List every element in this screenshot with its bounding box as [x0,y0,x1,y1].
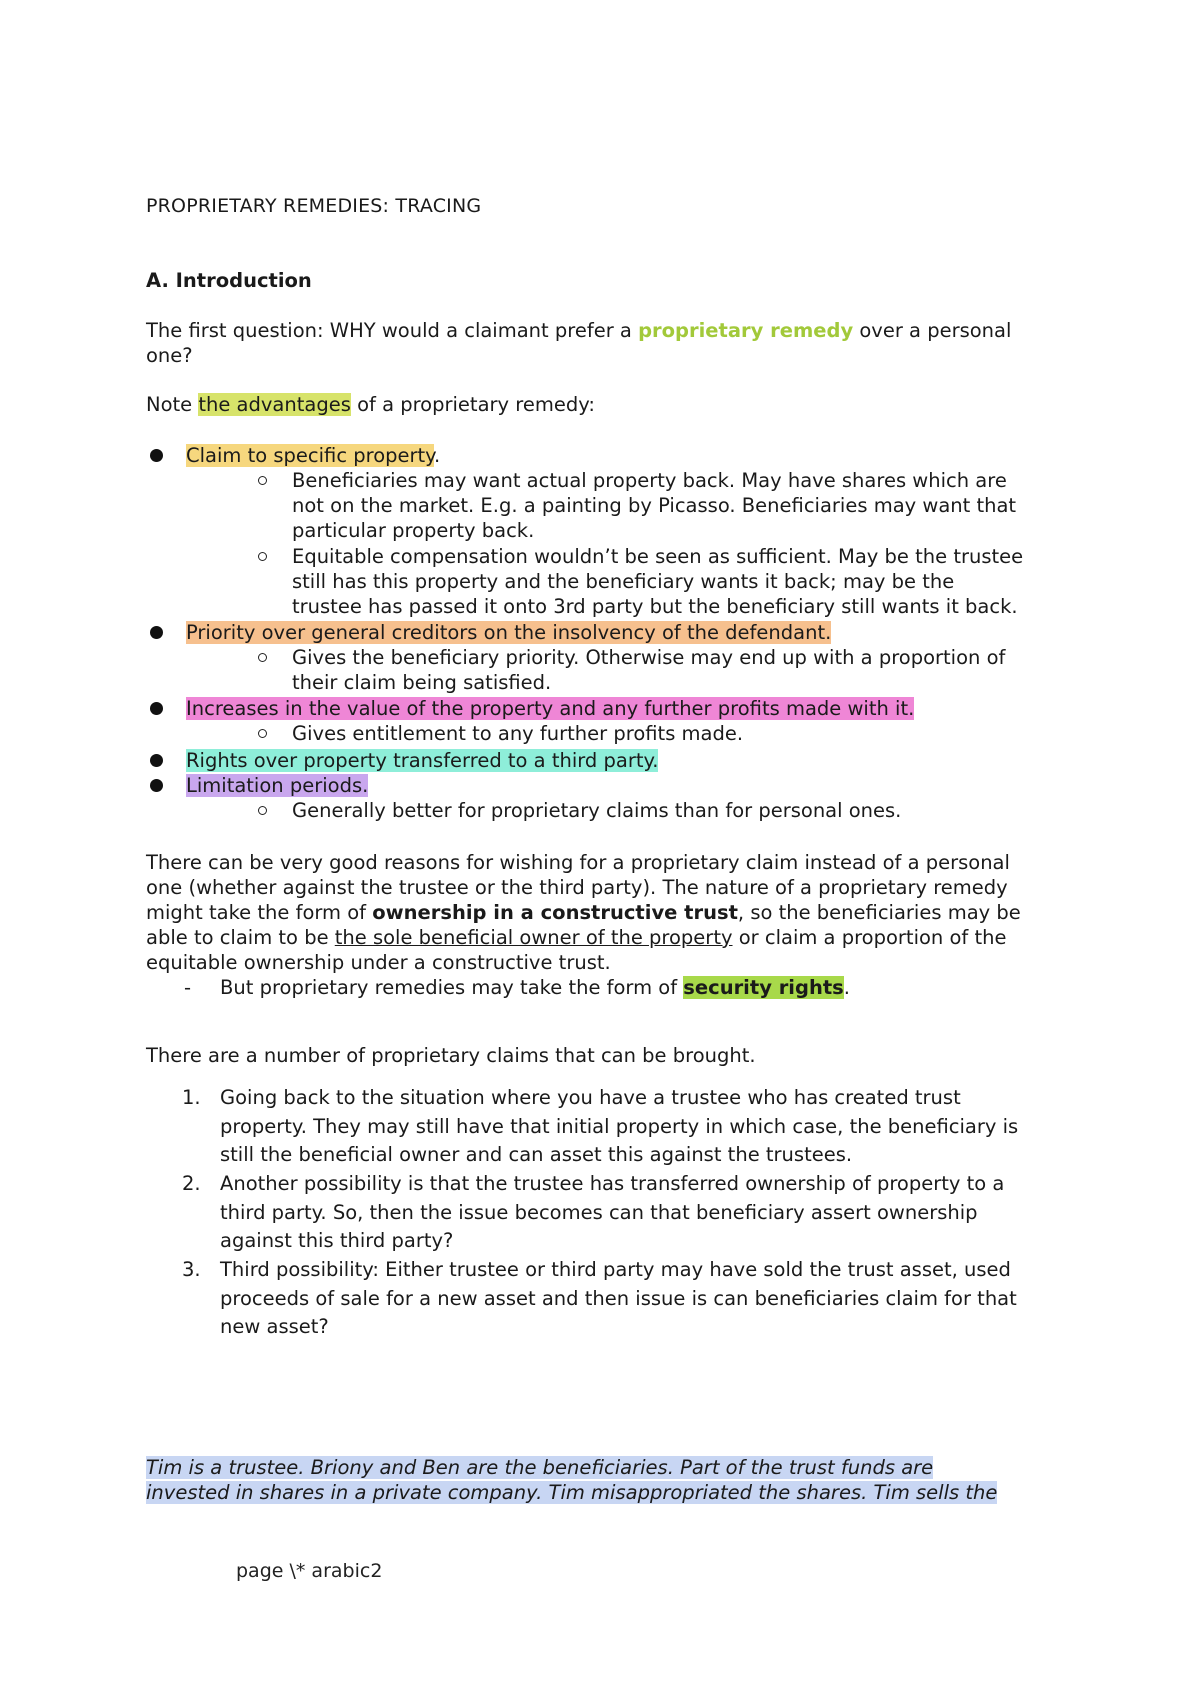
sub-bullet-text: trustee has passed it onto 3rd party but the beneficiary still wants it back. [292,595,1018,618]
reasons-paragraph [146,850,1076,975]
number-mark: 1. [182,1086,201,1109]
proprietary-remedy-highlight: proprietary remedy [638,319,854,342]
bullet-text: Priority over general creditors on the insolvency of the defendant. [186,621,832,644]
sub-bullet-text: Generally better for proprietary claims than for personal ones. [292,799,902,822]
bullet-text: Rights over property transferred to a third party. [186,749,659,772]
numbered-text: new asset? [220,1315,329,1338]
bullet-dot [150,754,163,767]
bullet-text: Limitation periods. [186,774,369,797]
constructive-trust-bold: ownership in a constructive trust [372,901,738,924]
intro-text: The first question: WHY would a claimant prefer a [146,319,639,342]
dash-mark: - [184,976,192,999]
sub-bullet-text: Beneficiaries may want actual property back. May have shares which are [292,469,1007,492]
numbered-text: proceeds of sale for a new asset and then issue is can beneficiaries claim for that [220,1286,1017,1310]
sub-bullet-text: particular property back. [292,519,535,542]
intro-paragraph [146,318,1076,368]
security-rights-highlight: security rights [683,976,844,999]
bullet-text: Increases in the value of the property and any further profits made with it. [186,697,915,720]
bullet-dot [150,449,163,462]
bullet-suffix: . [433,444,441,467]
sub-bullet-text: their claim being satisfied. [292,671,552,694]
example-line: invested in shares in a private company. Tim misappropriated the shares. Tim sells the [146,1481,998,1504]
numbered-text: property. They may still have that initial property in which case, the beneficiary is [220,1114,1019,1138]
numbered-text: Going back to the situation where you have a trustee who has created trust [220,1086,961,1109]
dash-text: But proprietary remedies may take the form of [220,976,684,999]
example-paragraph [146,1455,1076,1505]
numbered-text: Third possibility: Either trustee or third party may have sold the trust asset, used [220,1258,1011,1281]
paragraph-line: equitable ownership under a constructive trust. [146,951,611,974]
circle-bullet-icon [258,806,267,815]
paragraph-line: or claim a proportion of the [732,926,1007,949]
dash-text-end: . [843,976,850,999]
number-mark: 2. [182,1172,201,1195]
sub-bullet-text: Gives entitlement to any further profits made. [292,722,744,745]
bullet-text: Claim to specific property [186,444,434,467]
numbered-text: against this third party? [220,1229,454,1252]
bullet-dot [150,702,163,715]
example-line: Tim is a trustee. Briony and Ben are the beneficiaries. Part of the trust funds are [146,1456,934,1479]
numbered-text: Another possibility is that the trustee has transferred ownership of property to a [220,1172,1005,1195]
bullet-dot [150,779,163,792]
paragraph-line: one (whether against the trustee or the third party). The nature of a proprietary remedy [146,876,1008,899]
section-heading: A. Introduction [146,269,312,292]
number-mark: 3. [182,1258,201,1281]
sub-bullet-text: Equitable compensation wouldn’t be seen as sufficient. May be the trustee [292,545,1024,568]
intro-text-end: over a personal [853,319,1012,342]
note-text-end: of a proprietary remedy: [350,393,595,416]
paragraph-line: might take the form of [146,901,373,924]
numbered-text: third party. So, then the issue becomes can that beneficiary assert ownership [220,1200,978,1224]
advantages-highlight: the advantages [198,393,351,416]
sub-bullet-text: Gives the beneficiary priority. Otherwise may end up with a proportion of [292,646,1006,669]
numbered-text: still the beneficial owner and can asset this against the trustees. [220,1143,853,1166]
document-title: PROPRIETARY REMEDIES: TRACING [146,195,482,217]
paragraph-line: , so the beneficiaries may be [737,901,1021,924]
claims-paragraph: There are a number of proprietary claims that can be brought. [146,1044,756,1067]
sub-bullet-text: still has this property and the beneficiary wants it back; may be the [292,570,955,593]
circle-bullet-icon [258,476,267,485]
page-field-cutoff: page \* arabic2 [236,1560,383,1582]
intro-text-line2: one? [146,344,193,367]
circle-bullet-icon [258,729,267,738]
sole-owner-underline: the sole beneficial owner of the property [334,926,733,949]
bullet-dot [150,626,163,639]
note-paragraph [146,392,1076,417]
sub-bullet-text: not on the market. E.g. a painting by Picasso. Beneficiaries may want that [292,494,1017,517]
paragraph-line: There can be very good reasons for wishing for a proprietary claim instead of a personal [146,851,1010,874]
circle-bullet-icon [258,552,267,561]
note-text: Note [146,393,199,416]
paragraph-line: able to claim to be [146,926,335,949]
circle-bullet-icon [258,653,267,662]
